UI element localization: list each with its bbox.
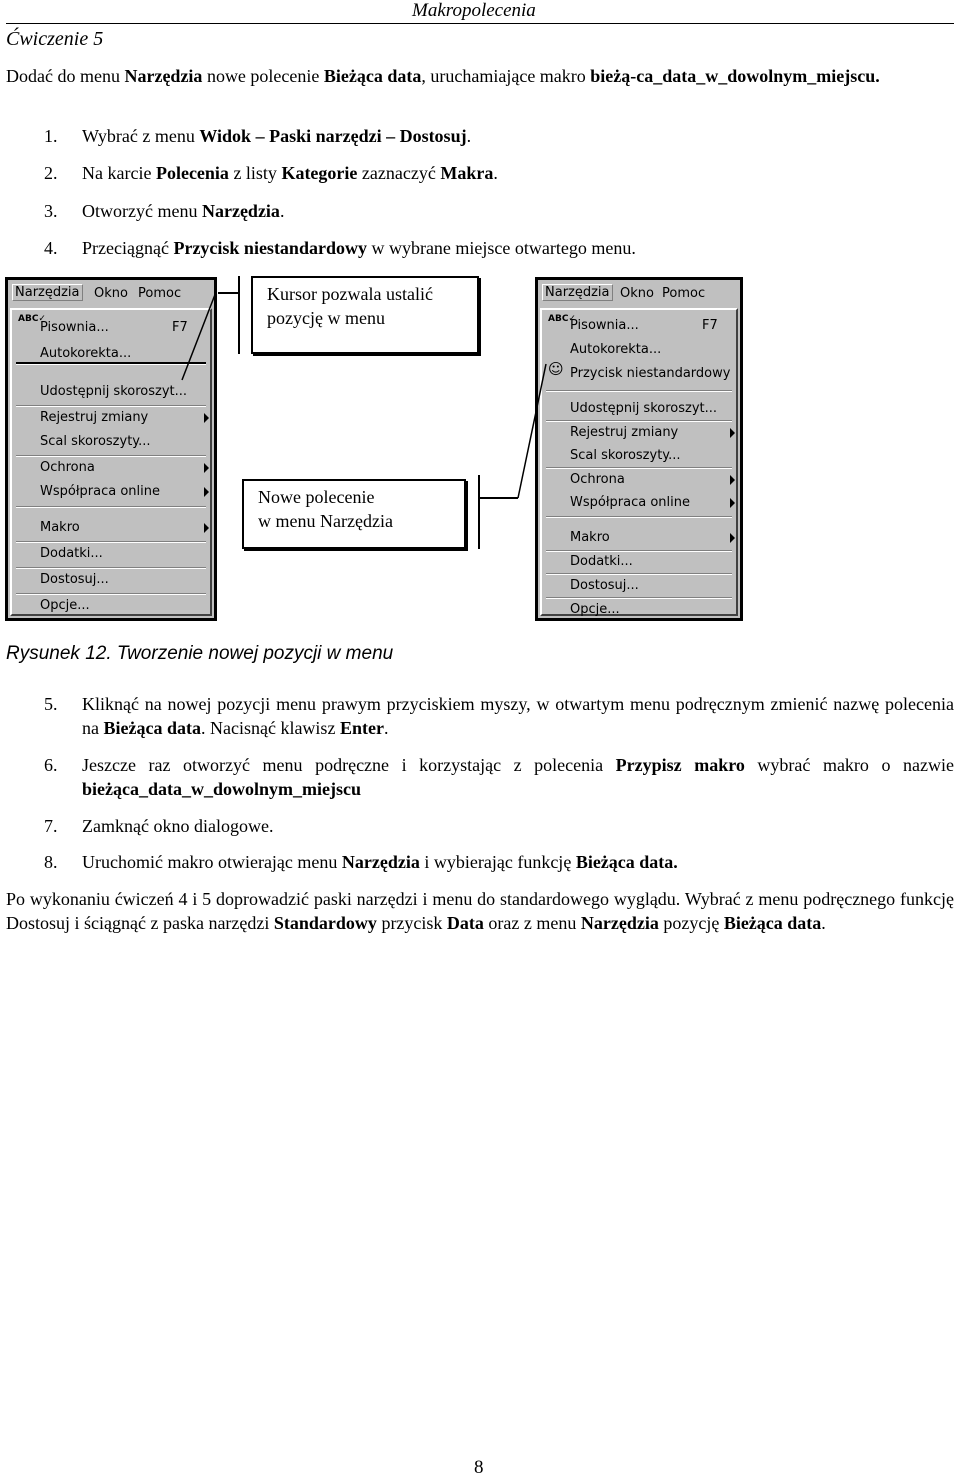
intro-paragraph: Dodać do menu Narzędzia nowe polecenie Bieżąca data, uruchamiające makro bieżą-ca_data_w_dowolnym_miejscu. xyxy=(6,66,880,86)
menu-item-makro[interactable]: Makro xyxy=(570,530,610,545)
separator xyxy=(546,390,732,392)
separator xyxy=(16,567,206,569)
separator xyxy=(546,573,732,575)
callout-new-command: Nowe polecenie w menu Narzędzia xyxy=(242,479,466,549)
header-rule xyxy=(6,23,954,24)
menu-item-opcje[interactable]: Opcje... xyxy=(40,598,90,613)
submenu-arrow-icon xyxy=(204,463,209,473)
step-6: 6. Jeszcze raz otworzyć menu podręczne i korzystając z polecenia Przypisz makro wybrać makro o nazwie bieżąca_data_w_dowolnym_miejscu xyxy=(44,755,954,799)
callout-bracket xyxy=(238,276,240,354)
menu-item-wspolpraca[interactable]: Współpraca online xyxy=(570,495,690,510)
menu-item-scal[interactable]: Scal skoroszyty... xyxy=(570,448,681,463)
submenu-arrow-icon xyxy=(204,523,209,533)
menu-item-rejestruj[interactable]: Rejestruj zmiany xyxy=(570,425,679,440)
menu-item-makro[interactable]: Makro xyxy=(40,520,80,535)
step-4: 4. Przeciągnąć Przycisk niestandardowy w wybrane miejsce otwartego menu. xyxy=(44,238,636,258)
menu-item-dodatki[interactable]: Dodatki... xyxy=(570,554,633,569)
smiley-icon: ☺ xyxy=(548,360,564,378)
submenu-arrow-icon xyxy=(730,428,735,438)
step-8: 8. Uruchomić makro otwierając menu Narzędzia i wybierając funkcję Bieżąca data. xyxy=(44,852,678,872)
step-1: 1. Wybrać z menu Widok – Paski narzędzi – Dostosuj. xyxy=(44,126,472,146)
abc-spellcheck-icon: ABC✓ xyxy=(548,314,576,324)
menu-item-scal[interactable]: Scal skoroszyty... xyxy=(40,434,151,449)
menu-narzedzia[interactable]: Narzędzia xyxy=(12,284,83,301)
callout-bracket xyxy=(478,475,480,549)
menu-pomoc[interactable]: Pomoc xyxy=(138,286,182,301)
pointer-line-left xyxy=(178,290,238,390)
step-7: 7. Zamknąć okno dialogowe. xyxy=(44,816,274,836)
menu-item-rejestruj[interactable]: Rejestruj zmiany xyxy=(40,410,149,425)
menu-item-przycisk-niestandardowy[interactable]: Przycisk niestandardowy xyxy=(570,366,731,381)
menu-okno[interactable]: Okno xyxy=(620,286,654,301)
separator xyxy=(546,420,732,422)
menu-okno[interactable]: Okno xyxy=(94,286,128,301)
shortcut-f7: F7 xyxy=(172,320,188,335)
submenu-arrow-icon xyxy=(730,475,735,485)
menu-item-wspolpraca[interactable]: Współpraca online xyxy=(40,484,160,499)
menu-item-pisownia[interactable]: Pisownia... xyxy=(570,318,639,333)
submenu-arrow-icon xyxy=(204,413,209,423)
menu-item-udostepnij[interactable]: Udostępnij skoroszyt... xyxy=(570,401,718,416)
right-menu-screenshot xyxy=(535,277,743,621)
separator xyxy=(546,597,732,599)
menu-item-udostepnij[interactable]: Udostępnij skoroszyt... xyxy=(40,384,188,399)
menu-dropdown xyxy=(540,308,738,616)
step-2: 2. Na karcie Polecenia z listy Kategorie zaznaczyć Makra. xyxy=(44,163,498,183)
exercise-title: Ćwiczenie 5 xyxy=(6,28,104,50)
separator xyxy=(16,455,206,457)
abc-spellcheck-icon: ABC✓ xyxy=(18,314,46,324)
separator xyxy=(16,541,206,543)
menu-bar xyxy=(538,280,740,308)
shortcut-f7: F7 xyxy=(702,318,718,333)
step-3: 3. Otworzyć menu Narzędzia. xyxy=(44,201,285,221)
separator xyxy=(16,593,206,595)
menu-item-autokorekta[interactable]: Autokorekta... xyxy=(40,346,132,361)
pointer-line-right xyxy=(512,360,552,510)
menu-item-pisownia[interactable]: Pisownia... xyxy=(40,320,109,335)
separator xyxy=(16,506,206,508)
page-number: 8 xyxy=(474,1457,484,1478)
separator xyxy=(16,405,206,407)
running-head: Makropolecenia xyxy=(412,0,536,21)
menu-item-dostosuj[interactable]: Dostosuj... xyxy=(40,572,109,587)
callout-cursor: Kursor pozwala ustalić pozycję w menu xyxy=(251,276,479,354)
separator xyxy=(546,516,732,518)
submenu-arrow-icon xyxy=(730,533,735,543)
menu-item-ochrona[interactable]: Ochrona xyxy=(570,472,625,487)
menu-item-autokorekta[interactable]: Autokorekta... xyxy=(570,342,662,357)
menu-item-dostosuj[interactable]: Dostosuj... xyxy=(570,578,639,593)
closing-paragraph: Po wykonaniu ćwiczeń 4 i 5 doprowadzić paski narzędzi i menu do standardowego wyglądu. Wybrać z menu podręcznego funkcję Dostosuj i ściągnąć z paska narzędzi Standardowy przycisk Data oraz z menu Narzędzia pozycję Bieżąca data. xyxy=(6,889,954,933)
submenu-arrow-icon xyxy=(730,498,735,508)
submenu-arrow-icon xyxy=(204,487,209,497)
step-5: 5. Kliknąć na nowej pozycji menu prawym przyciskiem myszy, w otwartym menu podręcznym zmienić nazwę polecenia na Bieżąca data. Nacisnąć klawisz Enter. xyxy=(44,694,954,738)
separator xyxy=(546,467,732,469)
menu-narzedzia[interactable]: Narzędzia xyxy=(542,284,613,301)
figure-caption: Rysunek 12. Tworzenie nowej pozycji w menu xyxy=(6,643,394,664)
menu-pomoc[interactable]: Pomoc xyxy=(662,286,706,301)
menu-item-opcje[interactable]: Opcje... xyxy=(570,602,620,617)
menu-item-ochrona[interactable]: Ochrona xyxy=(40,460,95,475)
menu-item-dodatki[interactable]: Dodatki... xyxy=(40,546,103,561)
